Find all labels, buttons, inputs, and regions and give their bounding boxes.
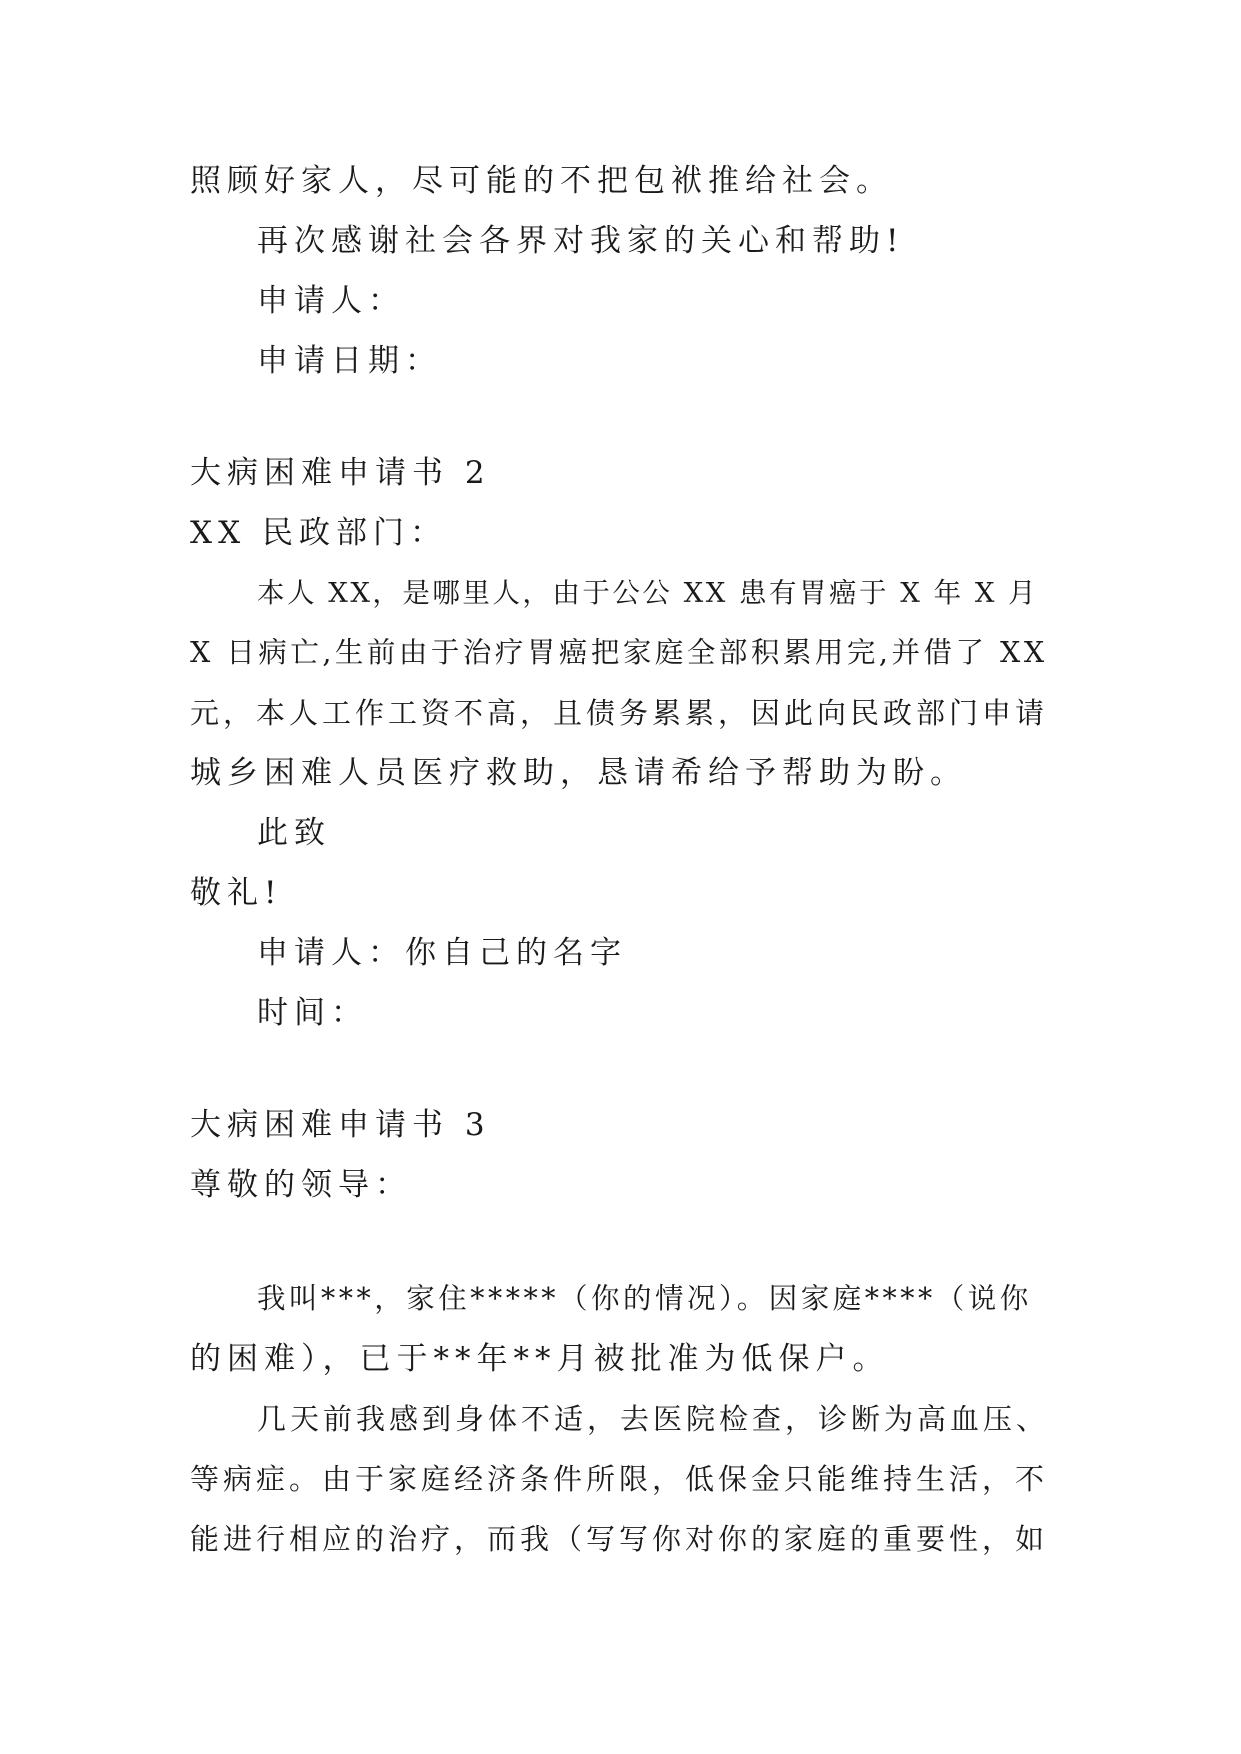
section3-salutation: 尊敬的领导： (190, 1167, 412, 1203)
section1-line1: 照顾好家人，尽可能的不把包袱推给社会。 (190, 163, 893, 199)
section2-salutation: XX 民政部门： (190, 515, 447, 551)
section2-body-line: 城乡困难人员医疗救助，恳请希给予帮助为盼。 (190, 755, 967, 791)
section3-para1-line: 的困难），已于**年**月被批准为低保户。 (190, 1341, 890, 1377)
section2-time: 时间： (257, 995, 368, 1031)
section2-body-line: 本人 XX，是哪里人，由于公公 XX 患有胃癌于 X 年 X 月 (257, 577, 1039, 609)
section3-para2-line: 能进行相应的治疗，而我（写写你对你的家庭的重要性，如 (190, 1522, 1049, 1556)
section2-applicant: 申请人：你自己的名字 (257, 935, 627, 971)
section2-title: 大病困难申请书 2 (190, 455, 491, 491)
section3-para2-line: 等病症。由于家庭经济条件所限，低保金只能维持生活，不 (190, 1462, 1049, 1496)
section3-para2-line: 几天前我感到身体不适，去医院检查，诊断为高血压、 (257, 1402, 1050, 1436)
section1-thanks: 再次感谢社会各界对我家的关心和帮助! (257, 223, 905, 259)
section2-closing2: 敬礼! (190, 875, 283, 911)
section3-title: 大病困难申请书 3 (190, 1107, 491, 1143)
section2-body-line: X 日病亡,生前由于治疗胃癌把家庭全部积累用完,并借了 XX (190, 636, 1048, 669)
section1-date: 申请日期： (257, 343, 442, 379)
section1-applicant: 申请人： (257, 283, 405, 319)
section2-body-line: 元，本人工作工资不高，且债务累累，因此向民政部门申请 (190, 696, 1049, 730)
section2-closing1: 此致 (257, 815, 331, 851)
section3-para1-line: 我叫***，家住*****（你的情况）。因家庭****（说你 (257, 1282, 1032, 1315)
